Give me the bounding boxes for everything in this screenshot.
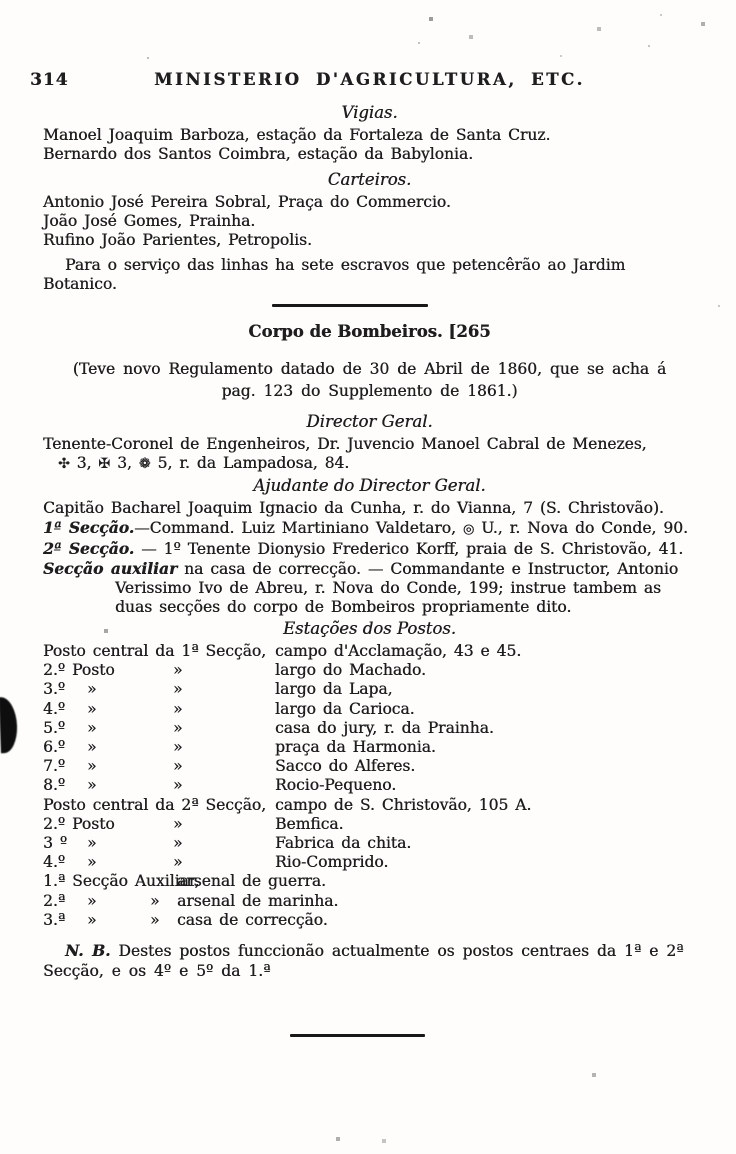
honor-count: 3, [117, 454, 132, 472]
ditto-mark: » [87, 776, 97, 795]
regulation-note-line: pag. 123 do Supplemento de 1861.) [221, 382, 518, 400]
carteiros-entry: Rufino João Parientes, Petropolis. [43, 231, 312, 249]
ditto-mark: » [173, 718, 183, 737]
section-divider [272, 304, 428, 307]
ditto-mark: » [173, 834, 183, 853]
vigias-entry: Manoel Joaquim Barboza, estação da Fortaleza de Santa Cruz. [43, 126, 551, 144]
posto-row [43, 719, 696, 738]
posto-row [43, 738, 696, 757]
seccao-1-address: U., r. Nova do Conde, 90. [481, 519, 688, 537]
ditto-mark [87, 642, 173, 661]
ditto-mark: » [87, 853, 97, 872]
posto-row [43, 776, 696, 795]
posto-place: campo d'Acclamação, 43 e 45. [275, 642, 522, 660]
posto-place: praça da Harmonia. [275, 738, 436, 757]
carteiros-entry: João José Gomes, Prainha. [43, 212, 256, 230]
posto-label: 5.º [43, 718, 66, 737]
posto-row [43, 796, 696, 815]
ditto-mark: » [87, 680, 97, 699]
posto-row [43, 815, 696, 834]
ditto-mark [150, 872, 177, 891]
posto-label: 7.º [43, 757, 66, 776]
ditto-mark: » [173, 776, 183, 795]
ditto-mark: » [150, 910, 160, 929]
vigias-entry: Bernardo dos Santos Coimbra, estação da Babylonia. [43, 145, 474, 163]
auxiliar-place: arsenal de guerra. [177, 872, 326, 891]
carteiros-heading: Carteiros. [327, 170, 412, 189]
posto-row [43, 700, 696, 719]
posto-label: 6.º [43, 738, 66, 757]
ditto-mark: » [87, 834, 97, 853]
posto-label: 2.º Posto [43, 661, 115, 680]
nota-bene-text: Destes postos funccionão actualmente os postos centraes da 1ª e 2ª Secção, e os 4º e 5º da 1.ª [43, 942, 684, 981]
director-geral-entry: Tenente-Coronel de Engenheiros, Dr. Juvencio Manoel Cabral de Menezes, [43, 435, 647, 453]
ditto-mark: » [173, 680, 183, 699]
director-geral-heading: Director Geral. [306, 412, 433, 431]
posto-row [43, 680, 696, 699]
ditto-mark: » [87, 699, 97, 718]
ditto-mark: » [173, 757, 183, 776]
bombeiros-margin-ref: [265 [448, 322, 491, 341]
ditto-mark: » [173, 738, 183, 757]
ditto-mark [87, 796, 173, 815]
ditto-mark [173, 642, 275, 661]
bombeiros-title-text: Corpo de Bombeiros. [248, 322, 443, 341]
ditto-mark: » [173, 853, 183, 872]
honor-count: 3, [76, 454, 92, 472]
posto-place: Sacco do Alferes. [275, 757, 416, 776]
estacoes-heading: Estações dos Postos. [283, 619, 456, 638]
ditto-mark: » [173, 699, 183, 718]
posto-row [43, 642, 696, 661]
honor-count: 5, [157, 454, 173, 472]
auxiliar-label: 3.ª [43, 910, 66, 929]
posto-label: Posto central da 2ª Secção, [43, 795, 267, 814]
ditto-mark: » [87, 757, 97, 776]
posto-row [43, 834, 696, 853]
ditto-mark: » [173, 814, 183, 833]
ditto-mark [87, 872, 150, 891]
seccao-2-entry [43, 539, 696, 559]
seccao-auxiliar-table [43, 872, 696, 930]
posto-place: campo de S. Christovão, 105 A. [275, 795, 532, 814]
running-head [30, 70, 696, 94]
bullseye-badge-icon: ◎ [462, 522, 475, 537]
ajudante-entry: Capitão Bacharel Joaquim Ignacio da Cunha, r. do Vianna, 7 (S. Christovão). [43, 499, 664, 517]
maltese-cross-medal-icon: ✠ [98, 456, 111, 472]
seccao-2-text: — 1º Tenente Dionysio Frederico Korff, praia de S. Christovão, 41. [141, 540, 684, 558]
ditto-mark [87, 661, 173, 680]
seccao-auxiliar-entry [43, 559, 696, 617]
posto-label: 3.º [43, 680, 66, 699]
nota-bene-label: N. B. [65, 941, 111, 961]
scan-noise-specks [0, 0, 2, 2]
auxiliar-label: 1.ª Secção Auxiliar, [43, 872, 200, 891]
posto-place: Rocio-Pequeno. [275, 776, 397, 795]
seccao-auxiliar-label: Secção auxiliar [43, 559, 178, 578]
end-divider [290, 1034, 425, 1037]
posto-label: Posto central da 1ª Secção, [43, 642, 267, 660]
ajudante-heading: Ajudante do Director Geral. [253, 476, 486, 495]
vigias-heading: Vigias. [341, 103, 398, 122]
posto-label: 4.º [43, 853, 66, 872]
service-note: Para o serviço das linhas ha sete escravos que petencêrão ao Jardim Botanico. [43, 256, 626, 293]
posto-label: 3 º [43, 834, 68, 853]
posto-label: 8.º [43, 776, 66, 795]
posto-place: Rio-Comprido. [275, 853, 389, 872]
posto-place: largo do Machado. [275, 661, 426, 680]
seccao-auxiliar-text: na casa de correcção. — Commandante e Instructor, Antonio Verissimo Ivo de Abreu, r. Nova do Conde, 199; instrue tambem as duas secções do corpo de Bombeiros propriamente dito. [115, 560, 679, 616]
posto-row [43, 853, 696, 872]
director-honors-line [43, 454, 696, 474]
rosette-medal-icon: ❁ [138, 456, 151, 472]
posto-row [43, 757, 696, 776]
posto-label: 2.º Posto [43, 814, 115, 833]
seccao-1-label: 1ª Secção. [43, 518, 135, 537]
ditto-mark: » [87, 738, 97, 757]
postos-table [43, 642, 696, 872]
posto-place: casa do jury, r. da Prainha. [275, 718, 494, 737]
posto-place: Fabrica da chita. [275, 834, 412, 853]
auxiliar-row [43, 872, 696, 891]
auxiliar-row [43, 911, 696, 930]
regulation-note-line: (Teve novo Regulamento datado de 30 de Abril de 1860, que se acha á [72, 360, 667, 378]
bombeiros-title [43, 321, 696, 343]
ditto-mark: » [87, 718, 97, 737]
auxiliar-place: casa de correcção. [177, 910, 328, 929]
page-number: 314 [30, 70, 69, 90]
seccao-1-text: —Command. Luiz Martiniano Valdetaro, [134, 519, 456, 537]
ditto-mark: » [150, 891, 160, 910]
posto-label: 4.º [43, 699, 66, 718]
running-title: MINISTERIO D'AGRICULTURA, ETC. [154, 70, 585, 89]
seccao-1-entry [43, 518, 696, 539]
nota-bene [43, 941, 696, 981]
ditto-mark: » [87, 910, 97, 929]
auxiliar-place: arsenal de marinha. [177, 891, 339, 910]
seccao-2-label: 2ª Secção. [43, 539, 135, 558]
ditto-mark [173, 796, 275, 815]
posto-place: largo da Lapa, [275, 680, 393, 699]
auxiliar-label: 2.ª [43, 891, 66, 910]
regulation-note [43, 358, 696, 402]
ditto-mark: » [173, 661, 183, 680]
director-address: r. da Lampadosa, 84. [179, 454, 350, 472]
ditto-mark [87, 815, 173, 834]
posto-row [43, 661, 696, 680]
ditto-mark: » [87, 891, 97, 910]
auxiliar-row [43, 892, 696, 911]
cross-fleury-medal-icon: ✣ [58, 456, 70, 472]
posto-place: largo da Carioca. [275, 699, 415, 718]
carteiros-entry: Antonio José Pereira Sobral, Praça do Commercio. [43, 193, 451, 211]
posto-place: Bemfica. [275, 814, 344, 833]
